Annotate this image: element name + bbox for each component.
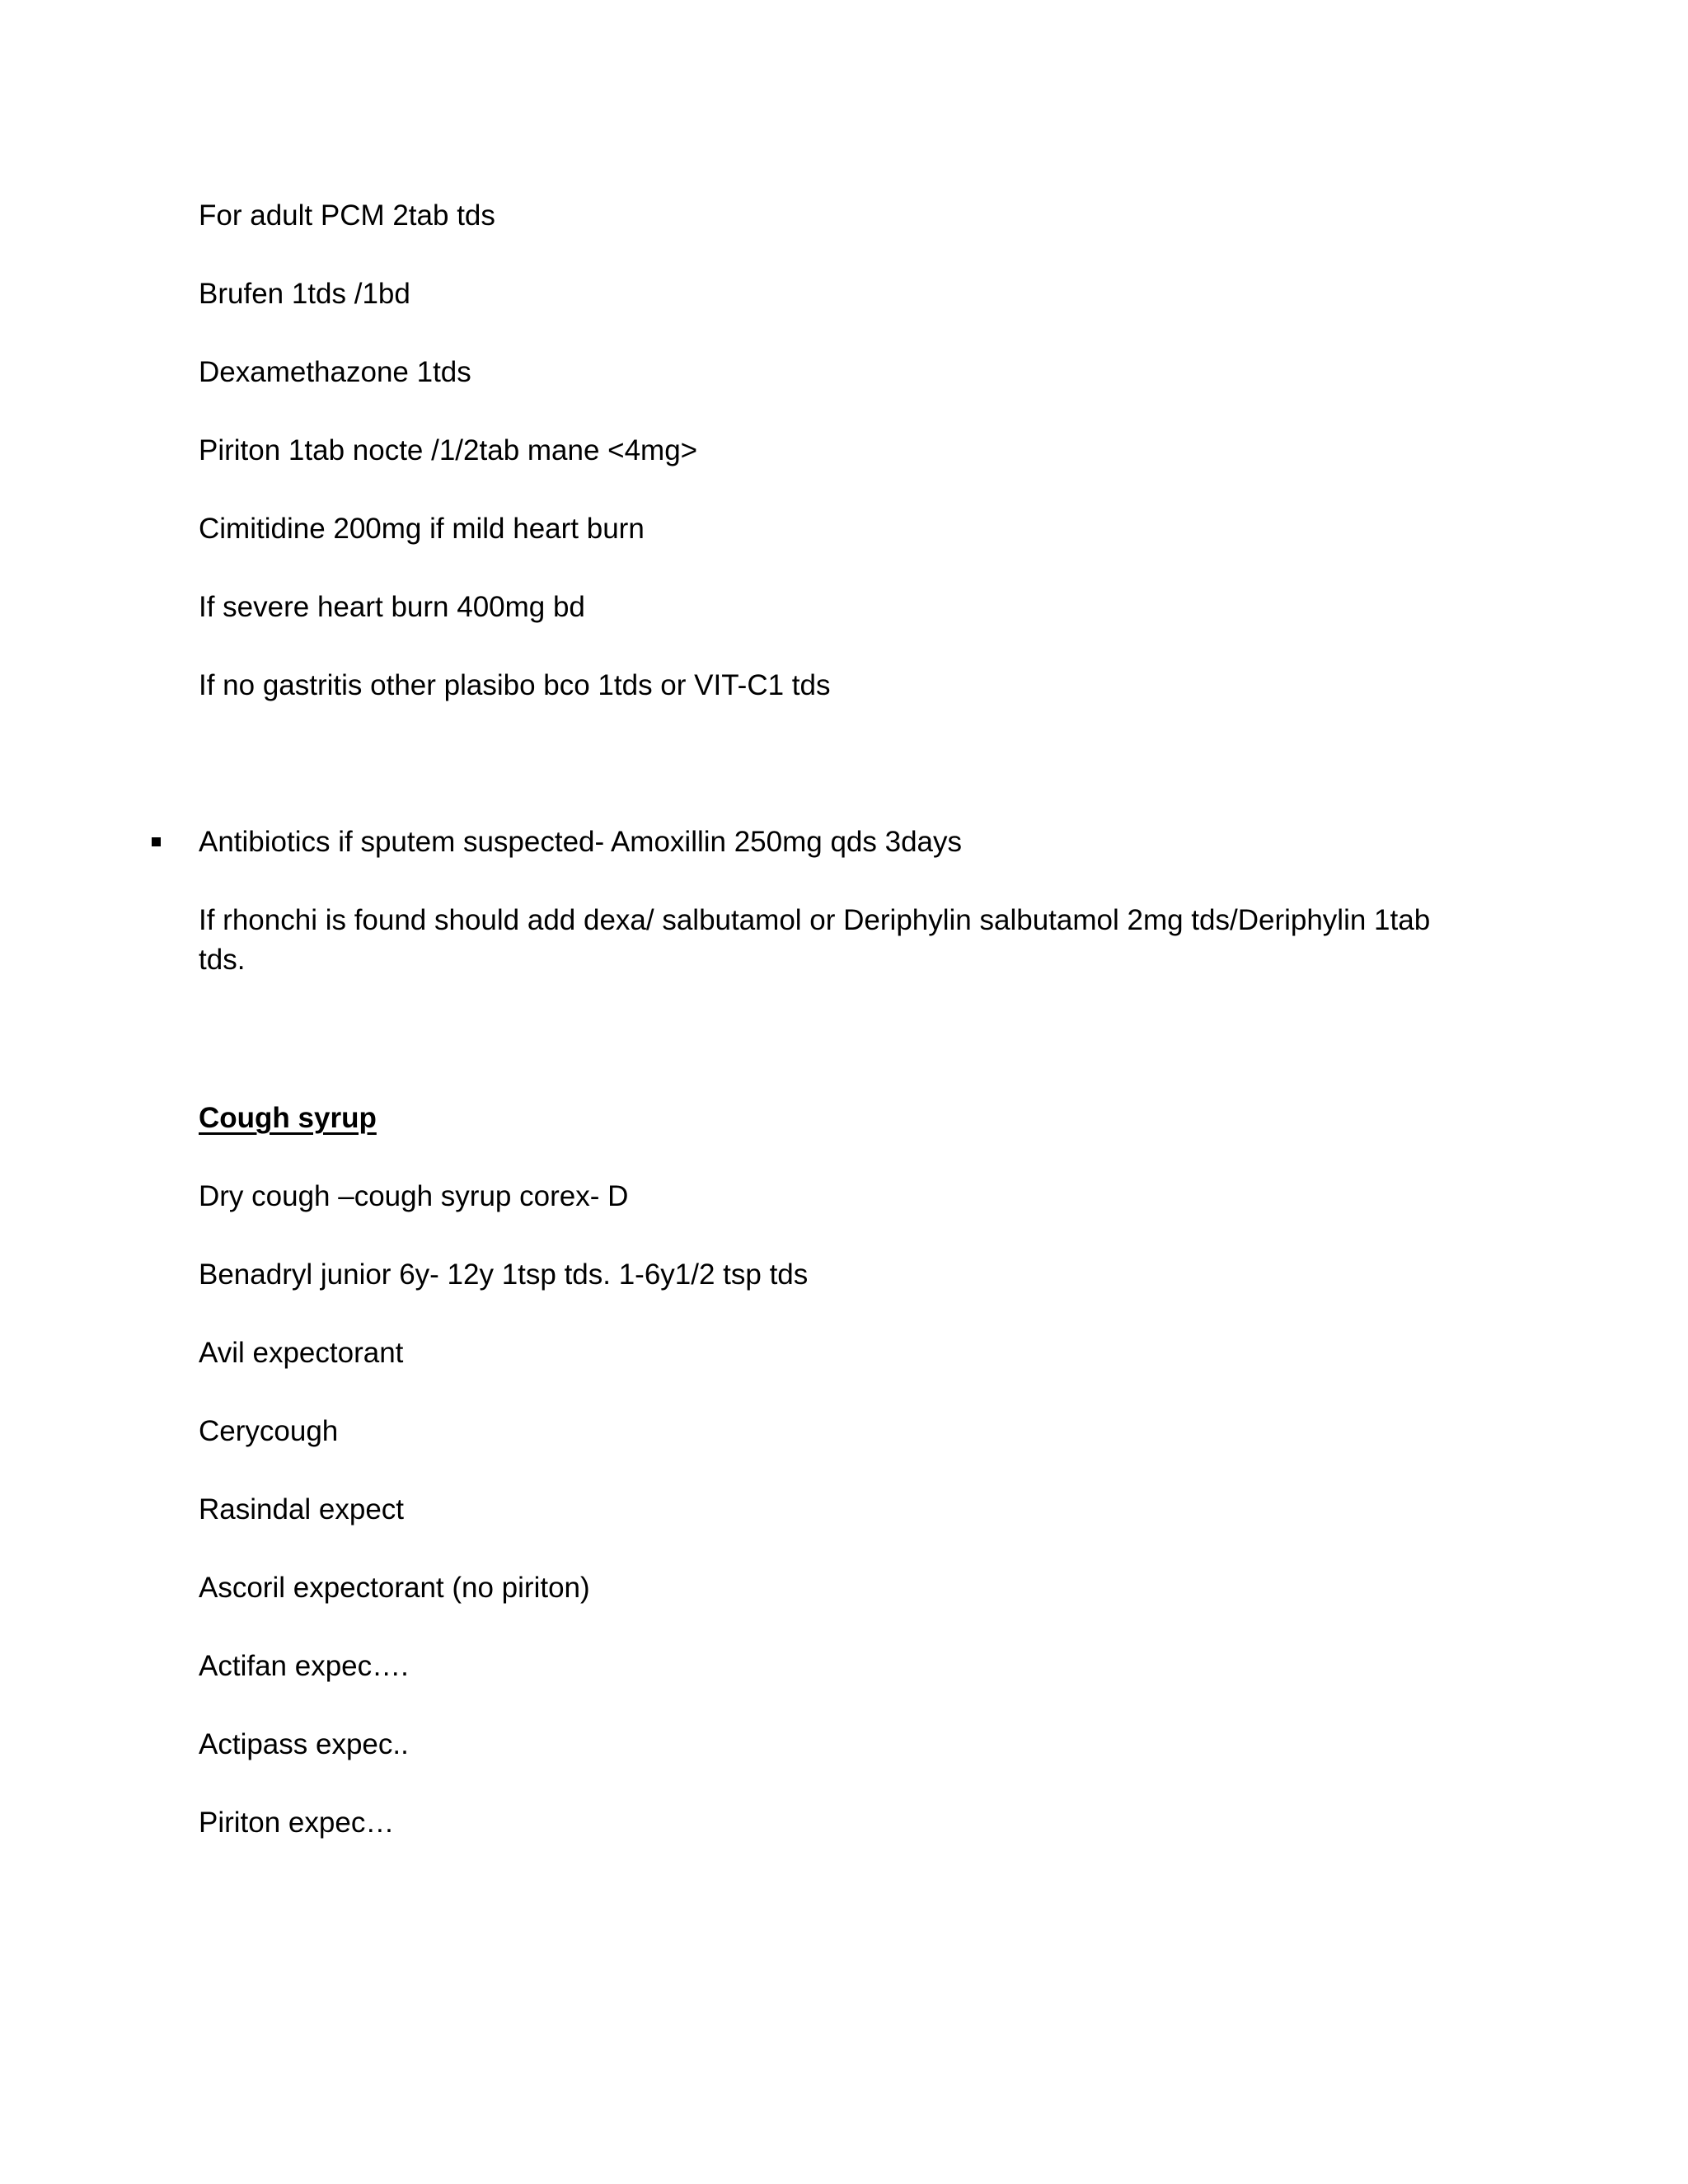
antibiotics-bullet-text: Antibiotics if sputem suspected- Amoxillin 250mg qds 3days [199,826,963,858]
syrup-item-rasindal: Rasindal expect [199,1493,405,1526]
syrup-item-piriton: Piriton expec… [199,1807,395,1839]
cough-syrup-heading: Cough syrup [199,1102,377,1134]
syrup-item-actifan: Actifan expec…. [199,1650,409,1682]
syrup-item-cerycough: Cerycough [199,1415,339,1447]
dosage-line-severe-heart-burn: If severe heart burn 400mg bd [199,591,585,623]
syrup-item-avil: Avil expectorant [199,1337,404,1369]
bullet-marker [152,837,161,846]
syrup-item-dry-cough: Dry cough –cough syrup corex- D [199,1180,629,1212]
dosage-line-no-gastritis: If no gastritis other plasibo bco 1tds or VIT-C1 tds [199,669,831,701]
rhonchi-paragraph: If rhonchi is found should add dexa/ salbutamol or Deriphylin salbutamol 2mg tds/Deriphylin 1tab tds. [199,904,1431,976]
syrup-item-benadryl: Benadryl junior 6y- 12y 1tsp tds. 1-6y1/2 tsp tds [199,1258,809,1291]
syrup-item-actipass: Actipass expec.. [199,1728,409,1760]
dosage-line-pcm: For adult PCM 2tab tds [199,199,495,232]
dosage-line-brufen: Brufen 1tds /1bd [199,278,410,310]
syrup-item-ascoril: Ascoril expectorant (no piriton) [199,1572,590,1604]
dosage-line-piriton: Piriton 1tab nocte /1/2tab mane <4mg> [199,434,698,466]
dosage-line-cimitidine: Cimitidine 200mg if mild heart burn [199,513,645,545]
dosage-line-dexamethazone: Dexamethazone 1tds [199,356,471,388]
